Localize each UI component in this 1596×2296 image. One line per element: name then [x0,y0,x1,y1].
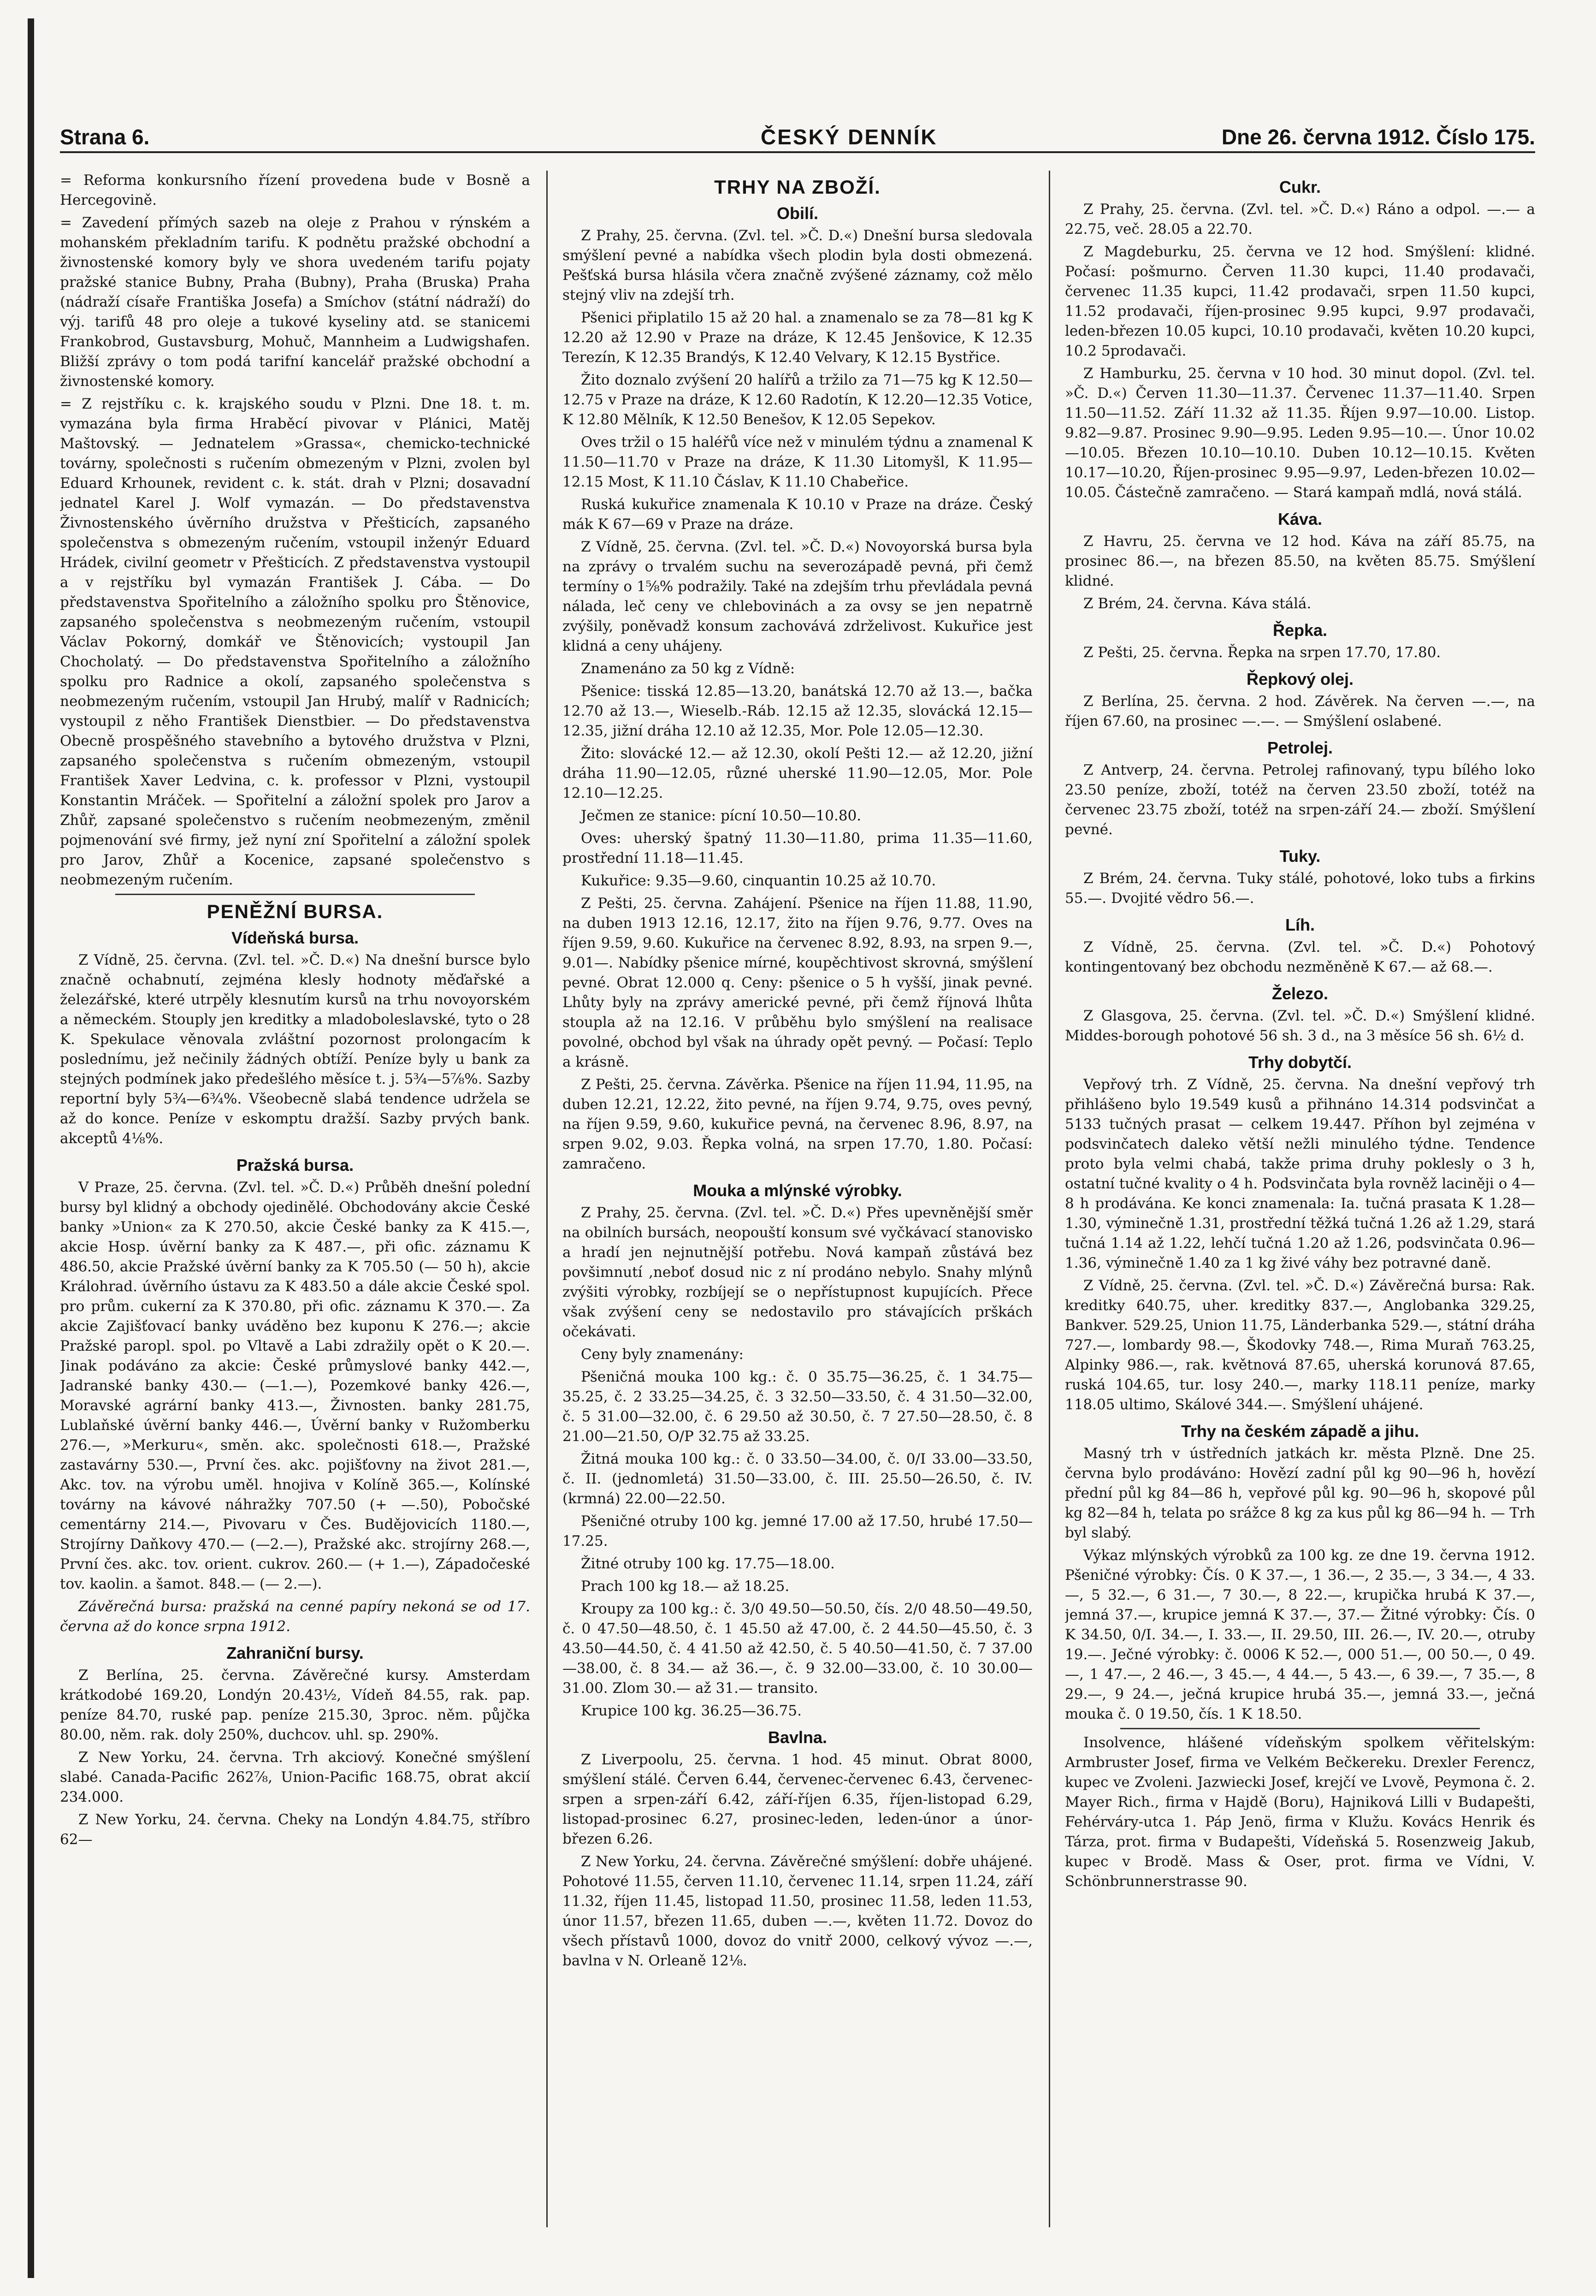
article-paragraph: Znamenáno za 50 kg z Vídně: [581,660,795,677]
subsection-heading: Trhy na českém západě a jihu. [1181,1422,1419,1441]
subsection-heading: Řepkový olej. [1246,670,1354,688]
article-paragraph: Výkaz mlýnských výrobků za 100 kg. ze dne 19. června 1912. Pšeničné výrobky: Čís. 0 K 37.—, 1 36.—, 2 35.—, 3 34.—, 4 33.—, 5 32.—, 6 31.—, 7 30.—, 8 22.—, krupička hrubá K 37.—, jemná 37.—, krupice jemná K 37.—, 37.— Žitné výrobky: Čís. 0 K 34.50, 0/I. 34.—, I. 33.—, II. 29.50, III. 26.—, IV. 20.—, otruby 19.—. Ječné výrobky: č. 0006 K 52.—, 000 51.—, 00 50.—, 0 49.—, 1 47.—, 2 46.—, 3 45.—, 4 44.—, 5 43.—, 6 39.—, 7 35.—, 8 29.—, 9 24.—, ječná krupice hrubá 35.—, jemná 33.—, ječná mouka č. 0 19.50, čís. 1 K 18.50. [1065,1547,1535,1722]
article-paragraph: Z Brém, 24. června. Káva stálá. [1083,595,1312,612]
article-paragraph: Kroupy za 100 kg.: č. 3/0 49.50—50.50, čís. 2/0 48.50—49.50, č. 0 47.50—48.50, č. 1 45.50 až 47.00, č. 2 44.50—45.50, č. 3 43.50—44.50, č. 4 41.50 až 42.50, č. 5 40.50—41.50, č. 7 37.00—38.00, č. 8 34.— až 36.—, č. 9 32.00—33.00, č. 10 30.00—31.00. Zlom 30.— až 31.— transito. [562,1601,1033,1697]
column-divider [546,171,548,2227]
article-paragraph: Pšenici připlatilo 15 až 20 hal. a znamenalo se za 78—81 kg K 12.20 až 12.90 v Praze na dráze, K 12.45 Jenšovice, K 12.35 Terezín, K 12.35 Brandýs, K 12.40 Velvary, K 12.15 Bystřice. [562,309,1033,366]
article-paragraph-italic [60,1597,530,1637]
subsection-heading: Zahraniční bursy. [226,1643,364,1662]
article-paragraph: Z Havru, 25. června ve 12 hod. Káva na září 85.75, na prosinec 86.—, na březen 85.50, na květen 85.75. Smýšlení klidné. [1065,533,1535,589]
article-paragraph: Kukuřice: 9.35—9.60, cinquantin 10.25 až 10.70. [581,872,936,889]
subsection-heading: Káva. [1277,510,1323,528]
article-paragraph: Pšeničná mouka 100 kg.: č. 0 35.75—36.25, č. 1 34.75—35.25, č. 2 33.25—34.25, č. 3 32.50—33.50, č. 4 31.50—32.00, č. 5 31.00—32.00, č. 6 29.50 až 30.50, č. 7 27.50—28.50, č. 8 21.00—21.50, O/P 32.75 až 33.25. [562,1369,1033,1445]
article-paragraph: = Z rejstříku c. k. krajského soudu v Plzni. Dne 18. t. m. vymazána byla firma Hraběcí pivovar v Plánici, Matěj Maštovský. — Jednatelem »Grassa«, chemicko-technické továrny, společnosti s ručením obmezeným v Plzni, zvolen byl Eduard Krhounek, revident c. k. stát. drah v Plzni; dosavadní jednatel Karel J. Wolf vymazán. — Do představenstva Živnostenského úvěrního družstva v Přešticích, zapsaného společenstva s obmezeným ručením, vstoupil inženýr Eduard Hrádek, civilní geometr v Přešticích. Z představenstva vystoupil a v rejstříku byl vymazán František J. Cába. — Do představenstva Spořitelního a záložního spolku pro Štěnovice, zapsaného společenstva s neobmezeným ručením, vstoupil Václav Pokorný, domkář ve Štěnovicích; vystoupil Jan Chocholatý. — Do představenstva Spořitelního a záložního spolku pro Radnice a okolí, zapsaného společenstva s neobmezeným ručením, vstoupil Jan Hrubý, malíř v Radnicích; vystoupil z něho František Dienstbier. — Do představenstva Obecně prospěšného stavebního a bytového družstva v Plzni, zapsaného společenstva s ručením obmezeným, vstoupil František Xaver Ledvina, c. k. professor v Plzni, vystoupil Konstantin Mráček. — Spořitelní a záložní spolek pro Jarov a Zhůř, zapsané společenstvo s ručením neobmezeným, změnil pojmenování své firmy, jež nyní zní Spořitelní a záložní spolek pro Jarov, Zhůř a Kocenice, zapsané společenstvo s neobmezeným ručením. [60,396,530,888]
article-paragraph: Ceny byly znamenány: [581,1346,744,1363]
article-paragraph: = Zavedení přímých sazeb na oleje z Prahou v rýnském a mohanském překladním tarifu. K podnětu pražské obchodní a živnostenské komory byly ve shora uvedeném tarifu pojaty pražské stanice Bubny, Praha (Bubny), Praha (Bruska) Praha (nádraží císaře Františka Josefa) a Smíchov (státní nádraží) do výj. tarifů 48 pro oleje a tukové kyseliny atd. se stanicemi Frankobrod, Gustavsburg, Mohuč, Mannheim a Ludwigshafen. Bližší zprávy o tom podá tarifní kancelář pražské obchodní a živnostenské komory. [60,214,530,390]
italic-text: Závěrečná bursa: pražská na cenné papíry nekoná se od 17. června až do konce srpna 1912. [60,1598,530,1635]
article-paragraph: V Praze, 25. června. (Zvl. tel. »Č. D.«) Průběh dnešní polední bursy byl klidný a obchody ojedinělé. Obchodovány akcie České banky »Union« za K 270.50, akcie České banky za K 415.—, akcie Hosp. úvěrní banky za K 487.—, při ofic. záznamu K 486.50, akcie Pražské úvěrní banky za K 705.50 (— 50 h), akcie Králohrad. úvěrního ústavu za K 483.50 a dále akcie České spol. pro prům. cukerní za K 370.80, při ofic. záznamu K 370.—. Za akcie Zajišťovací banky uváděno bez kuponu K 276.—; akcie Pražské paropl. spol. po Vltavě a Labi zdražily opět o K 20.—. Jinak podáváno za akcie: České průmyslové banky 442.—, Jadranské banky 430.— (—1.—), Pozemkové banky 426.—, Moravské agrární banky 413.—, Živnosten. banky 281.75, Lublaňské úvěrní banky 446.—, Úvěrní banky v Ružomberku 276.—, »Merkuru«, směn. akc. společnosti 618.—, Pražské zastavárny 530.—, První čes. akc. pojišťovny na život 281.—, Akc. tov. na výrobu uměl. hnojiva v Kolíně 365.—, Kolínské továrny na kávové náhražky 707.50 (+ —.50), Pobočské cementárny 214.—, Pivovaru v Čes. Budějovicích 1180.—, Strojírny Daňkovy 470.— (—2.—), Pražské akc. strojírny 268.—, První čes. akc. tov. orient. cukrov. 260.— (+ 1.—), Západočeské tov. kaolin. a šamot. 848.— (— 2.—). [60,1179,530,1592]
subsection-heading: Mouka a mlýnské výrobky. [693,1181,902,1200]
subsection-heading: Obilí. [777,204,818,223]
article-paragraph: Vepřový trh. Z Vídně, 25. června. Na dnešní vepřový trh přihlášeno bylo 19.549 kusů a přihnáno 14.314 podsvinčat a 5133 tučných prasat — celkem 19.447. Příhon byl zejména v podsvinčatech daleko větší nežli minulého týdne. Tendence proto byla velmi chabá, takže prima druhy poklesly o 3 h, ostatní tučné kvality o 4 h. Podsvinčata byla rovněž laciněji o 4—8 h prodávána. Ke konci znamenala: Ia. tučná prasata K 1.28—1.30, výminečně 1.31, prostřední těžká tučná 1.26 až 1.29, stará tučná 1.14 až 1.22, lehčí tučná 1.20 až 1.26, podsvinčata 0.96—1.36, výminečně 1.40 za 1 kg živé váhy bez potravné daně. [1065,1076,1535,1271]
header-rule [60,151,1535,153]
article-paragraph: Z Berlína, 25. června. Závěrečné kursy. Amsterdam krátkodobé 169.20, Londýn 20.43½, Vídeň 84.55, rak. pap. peníze 84.70, ruské pap. peníze 215.30, 3proc. něm. půjčka 80.00, něm. rak. doly 250%, duchcov. uhl. sp. 290%. [60,1667,530,1743]
article-paragraph: Z Vídně, 25. června. (Zvl. tel. »Č. D.«) Na dnešní bursce bylo značně ochabnutí, zejména klesly hodnoty měďařské a železářské, které utrpěly klesnutím kursů na trhu novoyorském a německém. Stouply jen kreditky a mladoboleslavské, tyto o 28 K. Spekulace věnovala zvláštní pozornost prolongacím k poslednímu, jež nečinily žádných obtíží. Peníze byly u bank za stejných podmínek jako předešlého měsíce t. j. 5¾—5⅞%. Sazby reportní byly 5¾—6¾%. Všeobecně slabá tendence udržela se až do konce. Peníze v eskomptu dražší. Sazby prvých bank. akceptů 4⅛%. [60,952,530,1147]
article-paragraph: Z Glasgova, 25. června. (Zvl. tel. »Č. D.«) Smýšlení klidné. Middes-borough pohotové 56 sh. 3 d., na 3 měsíce 56 sh. 6½ d. [1065,1008,1535,1044]
subsection-heading: Železo. [1271,984,1329,1003]
article-paragraph: Z Vídně, 25. června. (Zvl. tel. »Č. D.«) Závěrečná bursa: Rak. kreditky 640.75, uher. kreditky 837.—, Anglobanka 329.25, Bankver. 529.25, Union 11.75, Länderbanka 529.—, státní dráha 727.—, lombardy 98.—, Škodovky 748.—, Rima Muraň 763.25, Alpinky 986.—, rak. květnová 87.65, uherská korunová 87.65, ruská 104.65, tur. losy 240.—, marky 118.11 peníze, marky 118.05 ultimo, Skálové 344.—. Smýšlení uhájené. [1065,1277,1535,1413]
subsection-heading: Líh. [1285,915,1315,934]
subsection-heading: Řepka. [1272,621,1328,640]
article-paragraph: = Reforma konkursního řízení provedena bude v Bosně a Hercegovině. [60,172,530,208]
article-paragraph: Z Hamburku, 25. června v 10 hod. 30 minut dopol. (Zvl. tel. »Č. D.«) Červen 11.30—11.37. Červenec 11.37—11.40. Srpen 11.50—11.52. Září 11.32 až 11.35. Říjen 9.97—10.00. Listop. 9.82—9.87. Prosinec 9.90—9.95. Leden 9.95—10.—. Únor 10.02—10.05. Březen 10.10—10.10. Duben 10.12—10.15. Květen 10.17—10.20, Říjen-prosinec 9.95—9.97, Leden-březen 10.02—10.05. Částečně zamračeno. — Stará kampaň mdlá, nová stálá. [1065,365,1535,501]
article-paragraph: Z New Yorku, 24. června. Cheky na Londýn 4.84.75, stříbro 62— [60,1811,530,1848]
section-divider [115,894,475,895]
article-paragraph: Z Prahy, 25. června. (Zvl. tel. »Č. D.«) Přes upevněnější směr na obilních bursách, neopouští konsum své vyčkávací stanovisko a hradí jen nejnutnější potřebu. Nová kampaň zůstává bez povšimnutí ,neboť dosud nic z ní prodáno nebylo. Snahy mlýnů zvýšiti výrobky, rozbíjejí se o nepřístupnost kupujících. Přece však zvýšení ceny se nedostavilo pro stávajících prškách očekávati. [562,1204,1033,1340]
subsection-heading: Petrolej. [1267,738,1333,757]
article-paragraph: Z Antverp, 24. června. Petrolej rafinovaný, typu bílého loko 23.50 peníze, zboží, totéž na červen 23.50 zboží, totéž na červenec 23.75 zboží, totéž na srpen-září 24.— zboží. Smýšlení pevné. [1065,762,1535,838]
issue-date: Dne 26. června 1912. Číslo 175. [1221,125,1535,149]
article-paragraph: Z Pešti, 25. června. Zahájení. Pšenice na říjen 11.88, 11.90, na duben 1913 12.16, 12.17, žito na říjen 9.76, 9.77. Oves na říjen 9.59, 9.60. Kukuřice na červenec 8.92, 8.93, na srpen 9.—, 9.01—. Nabídky pšenice mírné, koupěchtivost skrovná, smýšlení pevné. Obrat 12.000 q. Ceny: pšenice o 5 h vyšší, jinak pevné. Lhůty byly na zprávy americké pevné, při čemž říjnová lhůta stoupla až na 12.16. V průběhu bylo smýšlení na realisace povolné, obchod byl však na úhrady opět pevný. — Počasí: Teplo a krásně. [562,895,1033,1070]
article-paragraph: Z Pešti, 25. června. Řepka na srpen 17.70, 17.80. [1083,644,1441,661]
newspaper-page [60,97,1535,2264]
article-paragraph: Z Pešti, 25. června. Závěrka. Pšenice na říjen 11.94, 11.95, na duben 12.21, 12.22, žito pevné, na říjen 9.74, 9.75, oves pevný, na říjen 9.59, 9.60, kukuřice pevná, na červenec 8.96, 8.97, na srpen 9.02, 9.03. Řepka volná, na srpen 17.70, 1.80. Počasí: zamračeno. [562,1076,1033,1172]
article-paragraph: Oves tržil o 15 haléřů více než v minulém týdnu a znamenal K 11.50—11.70 v Praze na dráze, K 11.30 Litomyšl, K 11.95—12.15 Most, K 11.10 Čáslav, K 11.10 Chabeřice. [562,434,1033,490]
column-3 [1065,171,1535,2227]
article-paragraph: Žito: slovácké 12.— až 12.30, okolí Pešti 12.— až 12.20, jižní dráha 11.90—12.05, různé uherské 11.90—12.05, Mor. Pole 12.10—12.25. [562,745,1033,801]
article-paragraph: Z Prahy, 25. června. (Zvl. tel. »Č. D.«) Ráno a odpol. —.— a 22.75, več. 28.05 a 22.70. [1065,201,1535,237]
page-header [60,115,1535,157]
article-paragraph: Prach 100 kg 18.— až 18.25. [581,1578,790,1595]
article-paragraph: Pšeničné otruby 100 kg. jemné 17.00 až 17.50, hrubé 17.50—17.25. [562,1513,1033,1549]
article-paragraph: Z Magdeburku, 25. června ve 12 hod. Smýšlení: klidné. Počasí: pošmurno. Červen 11.30 kupci, 11.40 prodavači, červenec 11.35 kupci, 11.42 prodavači, srpen 11.50 kupci, 11.52 prodavači, říjen-prosinec 9.95 kupci, 9.97 prodavači, leden-březen 10.05 kupci, 10.10 prodavači, květen 10.20 kupci, 10.2 5prodavači. [1065,243,1535,359]
article-paragraph: Z Vídně, 25. června. (Zvl. tel. »Č. D.«) Novoyorská bursa byla na zprávy o trvalém suchu na severozápadě pevná, při čemž termíny o 1⅝% podražily. Také na zdejším trhu převládala pevná nálada, leč ceny ve chlebovinách a za ovsy se jen nepatrně zvýšily, poněvadž konsum zachovává zdrželivost. Kukuřice jest klidná a ceny uhájeny. [562,539,1033,654]
newspaper-title: ČESKÝ DENNÍK [761,125,938,149]
subsection-heading: Vídeňská bursa. [231,928,359,947]
column-1 [60,171,530,2227]
article-paragraph: Žitné otruby 100 kg. 17.75—18.00. [581,1555,835,1572]
article-paragraph: Oves: uherský špatný 11.30—11.80, prima 11.35—11.60, prostřední 11.18—11.45. [562,830,1033,866]
article-paragraph: Z Liverpoolu, 25. června. 1 hod. 45 minut. Obrat 8000, smýšlení stálé. Červen 6.44, červenec-červenec 6.43, červenec-srpen a srpen-září 6.42, září-říjen 6.35, říjen-listopad 6.29, listopad-prosinec 6.27, prosinec-leden, leden-únor a únor-březen 6.26. [562,1751,1033,1847]
article-paragraph: Masný trh v ústředních jatkách kr. města Plzně. Dne 25. června bylo prodáváno: Hovězí zadní půl kg 90—96 h, hovězí přední půl kg 84—86 h, vepřové půl kg. 90—96 h, skopové půl kg 82—84 h, telata po srážce 8 kg za kus půl kg 86—94 h. — Trh byl slabý. [1065,1445,1535,1541]
article-paragraph: Z New Yorku, 24. června. Trh akciový. Konečné smýšlení slabé. Canada-Pacific 262⅞, Union-Pacific 168.75, obrat akcií 234.000. [60,1749,530,1805]
article-paragraph: Z Brém, 24. června. Tuky stálé, pohotové, loko tubs a firkins 55.—. Dvojité vědro 56.—. [1065,870,1535,907]
article-paragraph: Z Vídně, 25. června. (Zvl. tel. »Č. D.«) Pohotový kontingentovaný bez obchodu nezměněně K 67.— až 68.—. [1065,939,1535,975]
scan-edge [28,18,34,2278]
article-paragraph: Z Prahy, 25. června. (Zvl. tel. »Č. D.«) Dnešní bursa sledovala smýšlení pevné a nabídka všech plodin byla dosti obmezená. Pešťská bursa hlásila včera značně zvýšené záznamy, což mělo stejný vliv na zdejší trh. [562,227,1033,303]
subsection-heading: Cukr. [1279,178,1321,196]
article-paragraph: Žitná mouka 100 kg.: č. 0 33.50—34.00, č. 0/I 33.00—33.50, č. II. (jednomletá) 31.50—33.00, č. III. 25.50—26.50, č. IV. (krmná) 22.00—22.50. [562,1451,1033,1507]
article-paragraph: Ječmen ze stanice: pícní 10.50—10.80. [581,807,862,824]
column-divider [1049,171,1050,2227]
section-heading: TRHY NA ZBOŽÍ. [714,176,881,198]
section-divider [1120,1728,1480,1729]
page-number: Strana 6. [60,125,150,149]
subsection-heading: Bavlna. [768,1728,828,1747]
article-paragraph: Žito doznalo zvýšení 20 halířů a tržilo za 71—75 kg K 12.50—12.75 v Praze na dráze, K 12.60 Radotín, K 12.20—12.35 Votice, K 12.80 Mělník, K 12.50 Benešov, K 12.05 Sepekov. [562,372,1033,428]
subsection-heading: Trhy dobytčí. [1248,1053,1352,1072]
column-2 [562,171,1033,2227]
article-paragraph: Z Berlína, 25. června. 2 hod. Závěrek. Na červen —.—, na říjen 67.60, na prosinec —.—. — Smýšlení oslabené. [1065,693,1535,730]
section-heading: PENĚŽNÍ BURSA. [207,901,384,922]
article-paragraph: Insolvence, hlášené vídeňským spolkem věřitelským: Armbruster Josef, firma ve Velkém Bečkereku. Drexler Ferencz, kupec ve Zvoleni. Jazwiecki Josef, krejčí ve Lvově, Peymona č. 2. Mayer Rich., firma v Hajdě (Boru), Hajniková Lilli v Budapešti, Fehérváry-utca 1. Páp Jenö, firma v Klužu. Kovács Henrik és Tárza, prot. firma v Budapešti, Vídeňská 5. Rosenzweig Jakub, kupec v Brodě. Mass & Oser, prot. firma ve Vídni, V. Schönbrunnerstrasse 90. [1065,1734,1535,1890]
subsection-heading: Tuky. [1279,847,1321,866]
article-paragraph: Ruská kukuřice znamenala K 10.10 v Praze na dráze. Český mák K 67—69 v Praze na dráze. [562,496,1033,533]
subsection-heading: Pražská bursa. [236,1156,354,1175]
article-paragraph: Krupice 100 kg. 36.25—36.75. [581,1703,802,1719]
article-paragraph: Pšenice: tisská 12.85—13.20, banátská 12.70 až 13.—, bačka 12.70 až 13.—, Wieselb.-Ráb. 12.15 až 12.35, slovácká 12.15—12.35, jižní dráha 12.10 až 12.35, Mor. Pole 12.05—12.30. [562,683,1033,739]
article-paragraph: Z New Yorku, 24. června. Závěrečné smýšlení: dobře uhájené. Pohotové 11.55, červen 11.10, červenec 11.14, srpen 11.24, září 11.32, říjen 11.45, listopad 11.50, prosinec 11.58, leden 11.53, únor 11.57, březen 11.65, duben —.—, květen 11.72. Dovoz do všech přístavů 1000, dovoz do vnitř 2000, celkový vývoz —.—, bavlna v N. Orleaně 12⅛. [562,1853,1033,1969]
